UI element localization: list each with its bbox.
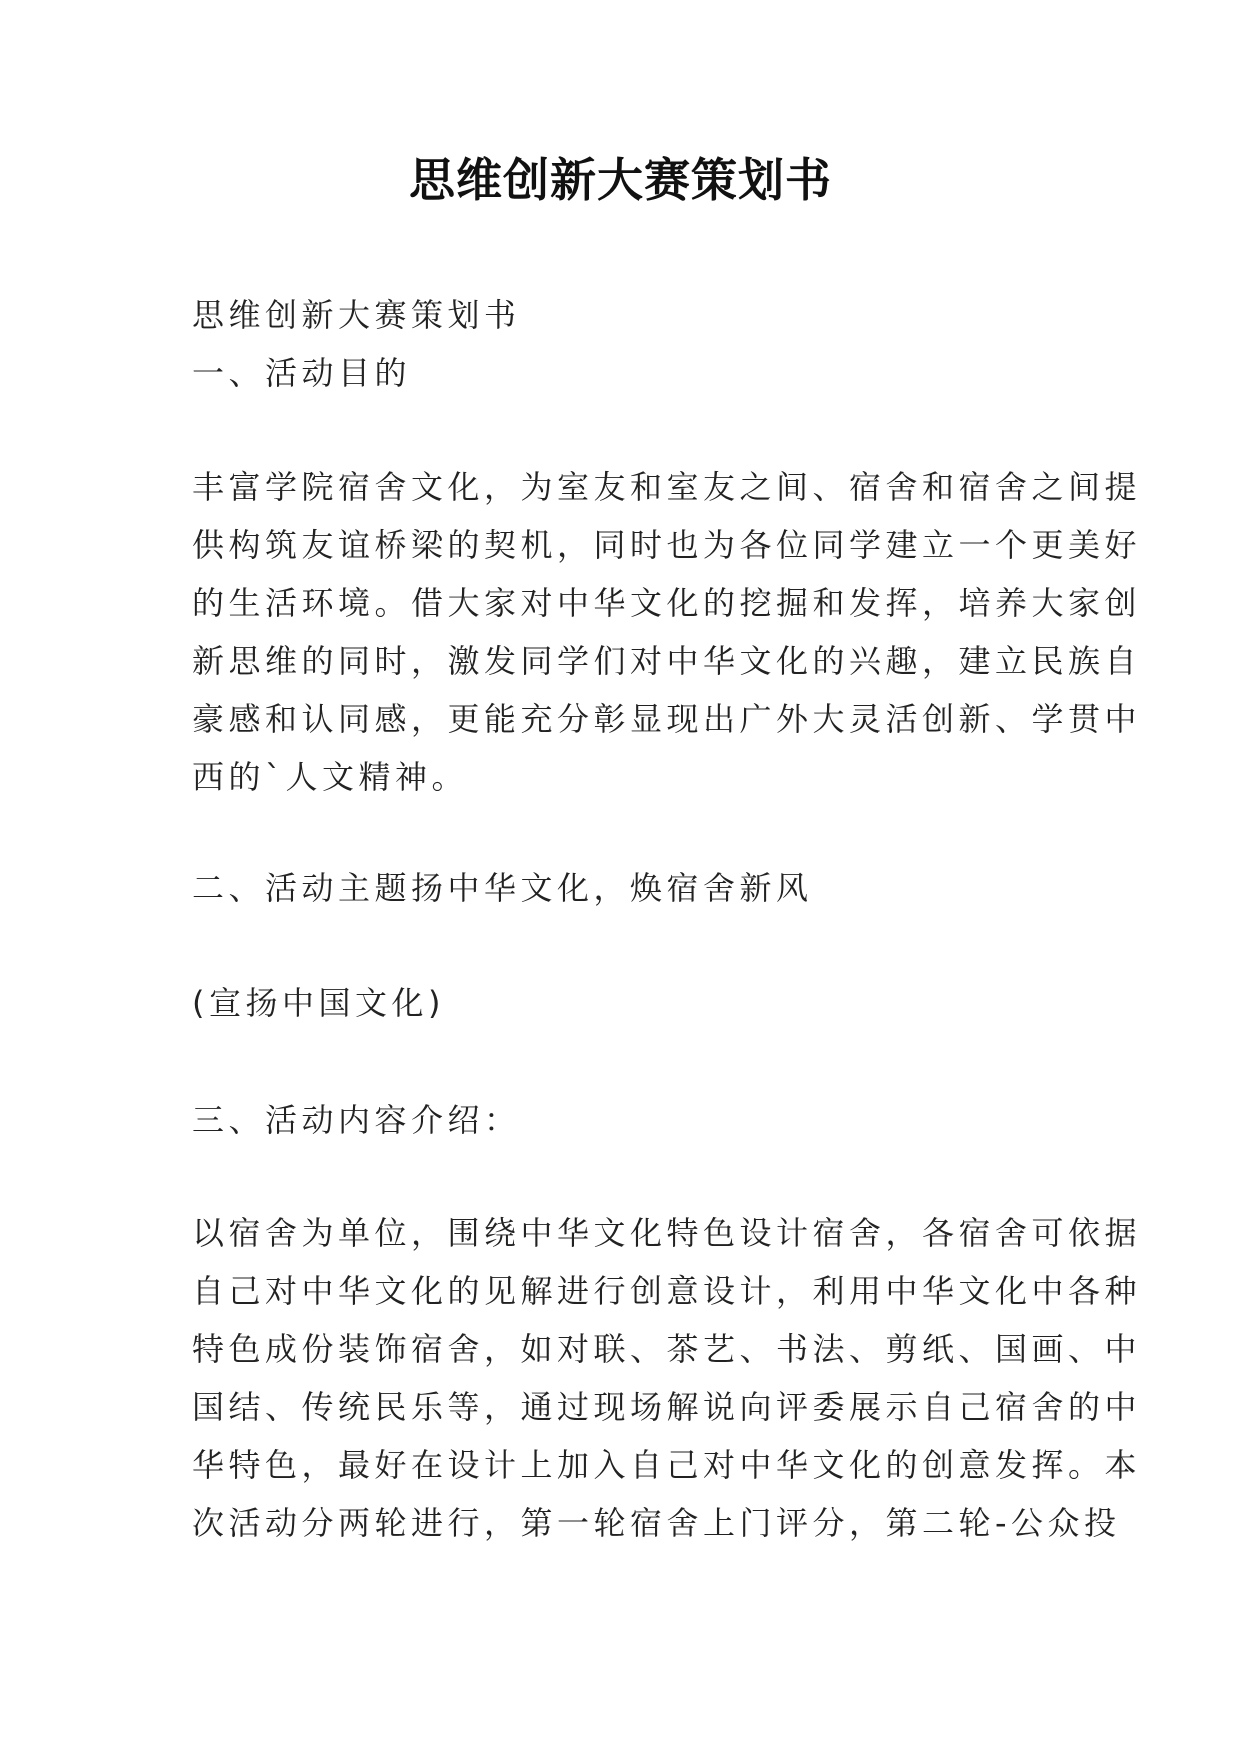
document-title: 思维创新大赛策划书	[409, 153, 832, 207]
section-heading-purpose: 一、活动目的	[192, 354, 412, 392]
paragraph-line: 豪感和认同感，更能充分彰显现出广外大灵活创新、学贯中	[192, 700, 1142, 738]
paragraph-line: 自己对中华文化的见解进行创意设计，利用中华文化中各种	[192, 1272, 1142, 1310]
section-heading-theme: 二、活动主题扬中华文化，焕宿舍新风	[192, 869, 813, 907]
paragraph-line: 西的`人文精神。	[192, 758, 469, 796]
section-note-theme: (宣扬中国文化)	[192, 984, 445, 1022]
paragraph-line: 以宿舍为单位，围绕中华文化特色设计宿舍，各宿舍可依据	[192, 1214, 1142, 1252]
section-paragraph-purpose	[192, 458, 1142, 806]
document-subtitle: 思维创新大赛策划书	[192, 296, 521, 334]
section-paragraph-content	[192, 1204, 1142, 1552]
paragraph-line: 供构筑友谊桥梁的契机，同时也为各位同学建立一个更美好	[192, 526, 1142, 564]
paragraph-line: 特色成份装饰宿舍，如对联、茶艺、书法、剪纸、国画、中	[192, 1330, 1142, 1368]
paragraph-line: 华特色，最好在设计上加入自己对中华文化的创意发挥。本	[192, 1446, 1142, 1484]
paragraph-line: 丰富学院宿舍文化，为室友和室友之间、宿舍和宿舍之间提	[192, 468, 1142, 506]
paragraph-line: 新思维的同时，激发同学们对中华文化的兴趣，建立民族自	[192, 642, 1142, 680]
section-heading-content: 三、活动内容介绍：	[192, 1101, 521, 1139]
paragraph-line: 的生活环境。借大家对中华文化的挖掘和发挥，培养大家创	[192, 584, 1142, 622]
paragraph-line: 次活动分两轮进行，第一轮宿舍上门评分，第二轮-公众投	[192, 1504, 1121, 1542]
paragraph-line: 国结、传统民乐等，通过现场解说向评委展示自己宿舍的中	[192, 1388, 1142, 1426]
